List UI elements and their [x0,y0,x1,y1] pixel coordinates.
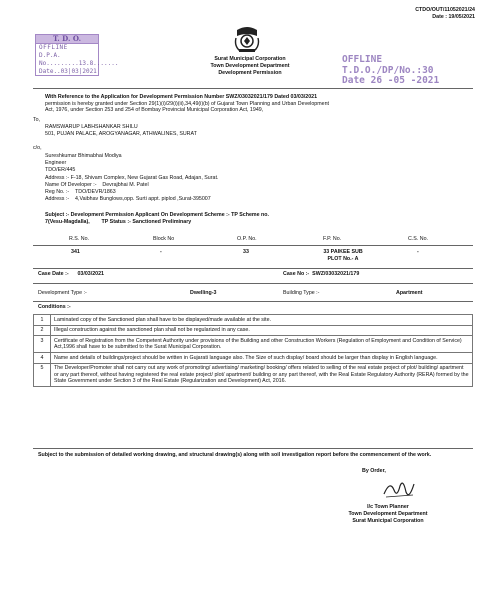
offline-stamp [342,55,439,87]
addressee-name: RAMSWARUP LABHSHANKAR SHILU [45,124,138,130]
case-number [283,271,359,278]
subject-block [45,212,269,225]
condition-row [34,353,473,364]
divider [33,448,473,449]
header-department: Town Development Department [210,63,290,69]
value-block-no: - [160,249,162,255]
developer-address: 4,Vaibhav Bunglows,opp. Surti appt. piplod ,Surat-395007 [75,196,211,203]
header-op-no: O.P. No. [237,236,257,242]
addressee-address: 501, PUJAN PALACE, AROGYANAGAR, ATHWALINES, SURAT [45,130,197,137]
developer-address-label: Address :- [45,196,70,203]
conditions-label: Conditions :- [38,304,71,310]
conditions-table [33,314,473,387]
offline-stamp-line3: Date 26 -05 -2021 [342,75,440,86]
divider [33,268,473,269]
case-date [38,271,104,278]
subject-line-2: 7(Vesu-Magdalla), [45,218,90,225]
reference-block [415,7,475,20]
plot-table-header [33,236,473,244]
divider [33,283,473,284]
header-fp-no: F.P. No. [323,236,342,242]
stamp-dpa: D.P.A. No.........13.8....... [39,52,119,67]
footer-note: Subject to the submission of detailed working drawing, and structural drawing(s) along with soil investigation report before the commencement of the work. [38,452,432,458]
condition-text: The Developer/Promoter shall not carry out any work of promoting/ advertising/ marketing/ booking/ offers related to selling of the real estate project of plot/ building/ apartment or any part thereof, without having registered the real estate project/ plot/ apartment/ building or any part thereof, with the Real Estate Regulatory Authority (RERA) formed by the State Government under Section 3 of the Real Estate (Regularization and Development) Act, 2016. [51,363,473,387]
signatory [333,504,443,525]
case-date-value: 03/03/2021 [77,271,104,277]
condition-row [34,315,473,326]
development-type-value: Dwelling-3 [190,290,217,296]
engineer-reg: TDO/ER/445 [45,167,76,174]
addressee [45,124,197,137]
to-label: To, [33,117,41,123]
plot-divider [33,245,473,246]
stamp-office: OFFLINE [39,44,68,51]
signatory-title: I/c Town Planner [367,504,409,510]
offline-stamp-line2: T.D.O./DP/No.:30 [342,64,434,76]
condition-number: 5 [34,363,51,387]
development-type-label: Development Type :- [38,290,87,296]
value-cs-no: - [417,249,419,255]
engineer-address: Address :- F-18, Shivam Complex, New Gujarat Gas Road, Adajan, Surat. [45,174,219,181]
by-order: By Order, [362,468,386,474]
condition-number: 2 [34,325,51,336]
header-org: Surat Municipal Corporation [214,56,286,62]
developer-reg: TDO/DEVR/1863 [75,189,116,196]
value-fp-no: 33 PAIKEE SUB PLOT No.- A [323,249,363,262]
stamp-title: T. D. O. [36,35,98,44]
reference-date: Date : 19/05/2021 [432,13,475,20]
value-op-no: 33 [243,249,249,255]
condition-text: Illegal construction against the sanctioned plan shall not be regularized in any case. [51,325,473,336]
engineer-name: Sureshkumar Bhimabhai Modiya [45,153,122,159]
case-no-value: SWZ/03032021/179 [312,271,360,277]
condition-text: Name and details of buildings/project should be written in Gujarati language also. The Size of such display/ board should be larger than display in English language. [51,353,473,364]
intro-line-2: permission is hereby granted under Section 29(1)(i)/29(i)(ii),34,49(i)(b) of Gujarat Town Planning and Urban Development [45,100,330,107]
tp-status: TP Status :- Sanctioned Preliminary [101,218,192,225]
value-rs-no: 341 [71,249,80,255]
condition-number: 4 [34,353,51,364]
signatory-department: Town Development Department [348,511,428,517]
co-label: c/o, [33,145,42,151]
offline-stamp-line1: OFFLINE [342,54,383,65]
smc-logo-icon [232,26,262,54]
case-no-label: Case No :- [283,271,310,277]
developer-reg-label: Reg No. :- [45,189,70,196]
signature-icon [380,476,420,502]
condition-text: Certificate of Registration from the Competent Authority under provisions of the Building and other Construction Workers (Regulation of Employment and Condition of Service) Act,1996 shall have to be submitted to the Surat Municipal Corporation. [51,336,473,353]
stamp-date: Date..03|03|2021 [39,68,97,75]
condition-row [34,325,473,336]
engineer-block [45,153,218,203]
reference-number: CTDO/OUT/11052021/24 [415,7,475,13]
header-cs-no: C.S. No. [408,236,429,242]
subject-line-1: Subject :- Development Permission Applicant On Development Scheme :- TP Scheme no. [45,212,269,218]
intro-line-1: With Reference to the Application for Development Permission Number SWZ/03032021/179 Dated 03/03/2021 [45,94,318,100]
header-doc-type: Development Permission [218,70,282,76]
header-rs-no: R.S. No. [69,236,90,242]
engineer-role: Engineer [45,160,67,167]
intro-paragraph [45,94,475,114]
condition-number: 1 [34,315,51,326]
divider [33,88,473,89]
condition-row [34,363,473,387]
developer-name: Devrajbhai M. Patel [102,181,149,188]
signatory-org: Surat Municipal Corporation [352,518,424,524]
condition-row [34,336,473,353]
plot-table [33,236,473,265]
building-type-value: Apartment [396,290,423,296]
case-date-label: Case Date :- [38,271,69,277]
intro-line-3: Act, 1976, under Section 253 and 254 of Bombay Provincial Municipal Corporation Act, 1949, [45,107,264,114]
condition-number: 3 [34,336,51,353]
plot-table-row [33,249,473,265]
developer-label: Name Of Developer :- [45,181,97,188]
header-block-no: Block No [153,236,175,242]
building-type-label: Building Type :- [283,290,320,296]
divider [33,301,473,302]
condition-text: Laminated copy of the Sanctioned plan shall have to be displayed/made available at the site. [51,315,473,326]
